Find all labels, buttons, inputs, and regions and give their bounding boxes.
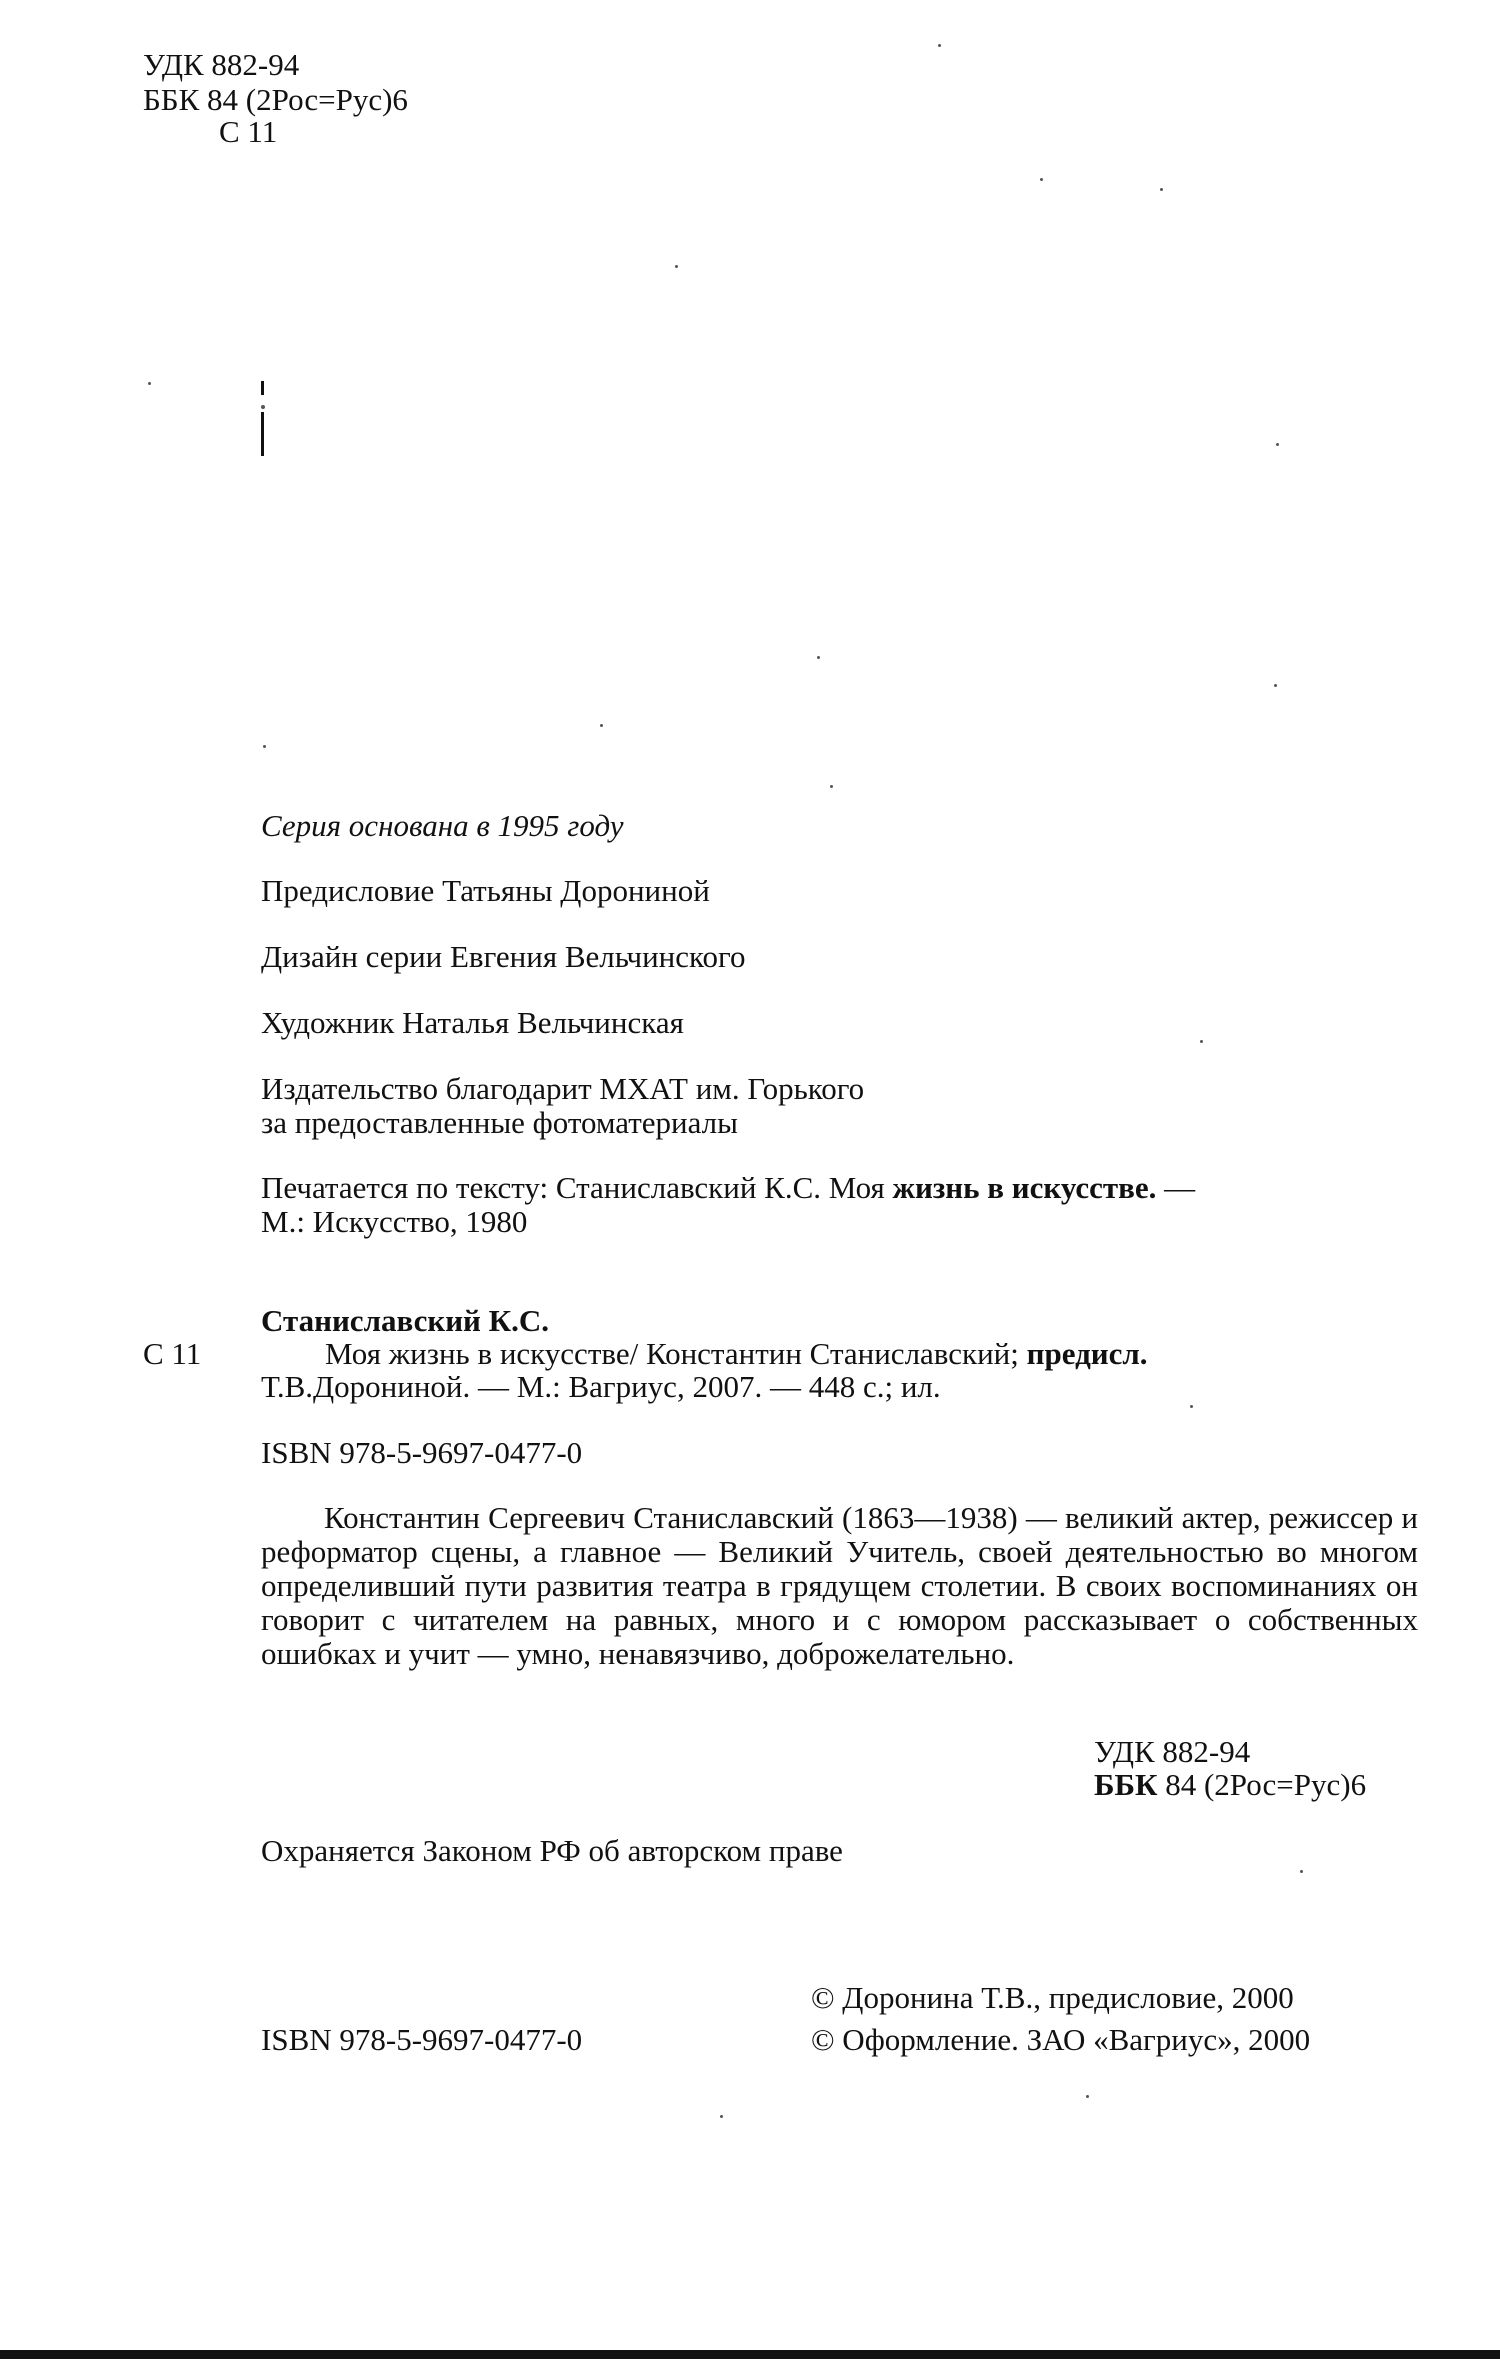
scan-speck bbox=[600, 724, 603, 727]
source-dash: — bbox=[1156, 1170, 1196, 1205]
scan-speck bbox=[830, 785, 833, 788]
author-mark-top: С 11 bbox=[219, 114, 278, 149]
source-line-2: М.: Искусство, 1980 bbox=[261, 1204, 528, 1239]
udk-top: УДК 882-94 bbox=[143, 47, 300, 82]
copyright-preface: © Доронина Т.В., предисловие, 2000 bbox=[811, 1980, 1294, 2015]
thanks-line-1: Издательство благодарит МХАТ им. Горького bbox=[261, 1071, 865, 1106]
source-title-bold: жизнь в искусстве. bbox=[892, 1170, 1157, 1205]
catalog-author-mark: С 11 bbox=[143, 1336, 202, 1371]
scan-speck bbox=[1160, 188, 1163, 191]
bbk-top: ББК 84 (2Рос=Рус)6 bbox=[143, 82, 408, 117]
scan-speck bbox=[938, 44, 941, 47]
bbk-label: ББК bbox=[1094, 1767, 1158, 1802]
scan-speck bbox=[1276, 443, 1279, 446]
series-founded: Серия основана в 1995 году bbox=[261, 808, 624, 843]
catalog-title-text: Моя жизнь в искусстве/ Константин Станиславский; bbox=[325, 1336, 1027, 1371]
bbk-value: 84 (2Рос=Рус)6 bbox=[1157, 1767, 1367, 1802]
annotation-block bbox=[261, 1501, 1418, 1671]
copyright-design: © Оформление. ЗАО «Вагриус», 2000 bbox=[811, 2022, 1311, 2057]
annotation-text: Константин Сергеевич Станиславский (1863—1938) — великий актер, режиссер и реформатор сцены, а главное — Великий Учитель, своей деятельностью во многом определивший пути развития театра в грядущем столетии. В своих воспоминаниях он говорит с читателем на равных, много и с юмором рассказывает о собственных ошибках и учит — умно, ненавязчиво, доброжелательно. bbox=[261, 1500, 1418, 1671]
source-line-1 bbox=[261, 1172, 1195, 1203]
catalog-title-line-1 bbox=[325, 1338, 1148, 1369]
scan-speck bbox=[720, 2115, 723, 2118]
scan-speck bbox=[1200, 1040, 1203, 1043]
udk-bottom: УДК 882-94 bbox=[1094, 1734, 1251, 1769]
scan-mark bbox=[261, 381, 264, 395]
scan-bottom-border bbox=[0, 2350, 1500, 2359]
catalog-title-line-2: Т.В.Дорониной. — М.: Вагриус, 2007. — 448 с.; ил. bbox=[261, 1369, 941, 1404]
scan-speck bbox=[1190, 1405, 1193, 1408]
thanks-line-2: за предоставленные фотоматериалы bbox=[261, 1105, 738, 1140]
catalog-isbn: ISBN 978-5-9697-0477-0 bbox=[261, 1435, 583, 1470]
artist-credit: Художник Наталья Вельчинская bbox=[261, 1005, 684, 1040]
scan-speck bbox=[1274, 684, 1277, 687]
scan-speck bbox=[148, 382, 151, 385]
footer-isbn: ISBN 978-5-9697-0477-0 bbox=[261, 2022, 583, 2057]
source-text: Печатается по тексту: Станиславский К.С. Моя bbox=[261, 1170, 893, 1205]
preface-credit: Предисловие Татьяны Дорониной bbox=[261, 873, 710, 908]
scan-speck bbox=[675, 265, 678, 268]
scan-speck bbox=[1300, 1870, 1303, 1873]
scan-speck bbox=[263, 745, 266, 748]
catalog-preface-abbr: предисл. bbox=[1026, 1336, 1148, 1371]
series-design-credit: Дизайн серии Евгения Вельчинского bbox=[261, 939, 746, 974]
bbk-bottom bbox=[1094, 1769, 1366, 1800]
copyright-law: Охраняется Законом РФ об авторском праве bbox=[261, 1833, 843, 1868]
scan-mark bbox=[261, 412, 264, 456]
scan-speck bbox=[1040, 178, 1043, 181]
scan-speck bbox=[1086, 2095, 1089, 2098]
catalog-author: Станиславский К.С. bbox=[261, 1303, 550, 1338]
scan-speck bbox=[817, 656, 820, 659]
scan-speck bbox=[261, 405, 265, 409]
